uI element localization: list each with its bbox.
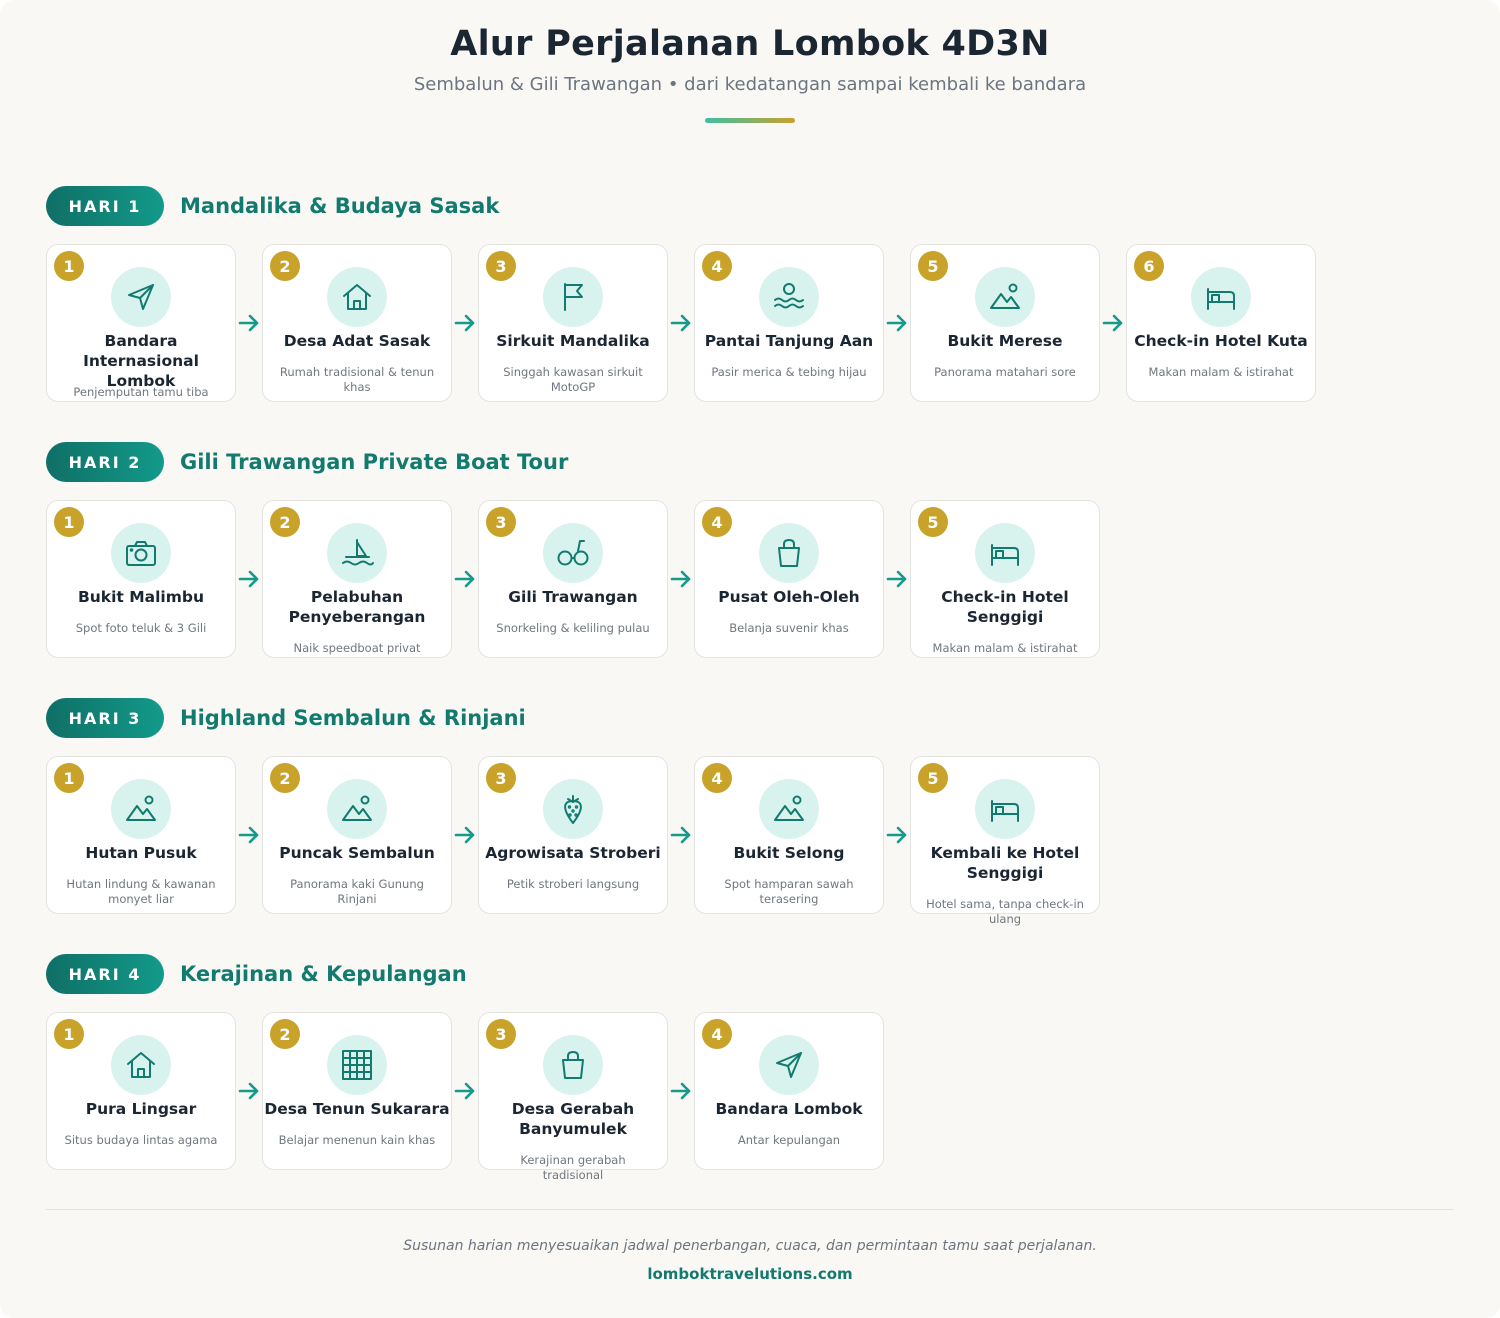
arrow-right-icon xyxy=(453,825,477,845)
stop-name: Kembali ke Hotel Senggigi xyxy=(930,844,1080,882)
stop-description: Hotel sama, tanpa check-in ulang xyxy=(926,897,1084,926)
stop-description: Spot hamparan sawah terasering xyxy=(724,877,854,906)
stop-card xyxy=(910,500,1100,658)
arrow-right-icon xyxy=(669,569,693,589)
stop-card xyxy=(694,1012,884,1170)
arrow-right-icon xyxy=(237,569,261,589)
step-number-badge: 4 xyxy=(702,1019,732,1049)
stop-card xyxy=(478,1012,668,1182)
stop-name: Puncak Sembalun xyxy=(279,844,435,862)
arrow-right-icon xyxy=(237,1081,261,1101)
stop-name: Desa Gerabah Banyumulek xyxy=(511,1100,635,1138)
step-number-badge: 5 xyxy=(918,507,948,537)
step-number-badge: 6 xyxy=(1134,251,1164,281)
stop-name: Pelabuhan Penyeberangan xyxy=(288,588,426,626)
arrow-right-icon xyxy=(453,1081,477,1101)
stop-description: Panorama matahari sore xyxy=(934,365,1076,379)
bag-icon xyxy=(543,1035,603,1095)
step-number-badge: 3 xyxy=(486,251,516,281)
stop-description: Naik speedboat privat xyxy=(293,641,421,655)
step-number-badge: 1 xyxy=(54,1019,84,1049)
stop-card xyxy=(478,756,668,914)
day-label-badge: HARI 3 xyxy=(46,698,164,738)
stop-card xyxy=(262,500,452,658)
page-title: Alur Perjalanan Lombok 4D3N xyxy=(450,24,1050,64)
step-number-badge: 3 xyxy=(486,1019,516,1049)
step-number-badge: 2 xyxy=(270,763,300,793)
stop-card xyxy=(46,1012,236,1170)
step-number-badge: 4 xyxy=(702,763,732,793)
stop-card xyxy=(694,500,884,658)
house-icon xyxy=(327,267,387,327)
day-label-badge: HARI 2 xyxy=(46,442,164,482)
step-number-badge: 3 xyxy=(486,763,516,793)
day-title: Mandalika & Budaya Sasak xyxy=(180,194,500,218)
step-number-badge: 1 xyxy=(54,251,84,281)
stop-description: Belanja suvenir khas xyxy=(729,621,849,635)
plane-icon xyxy=(759,1035,819,1095)
stop-name: Desa Adat Sasak xyxy=(283,332,431,350)
stop-name: Gili Trawangan xyxy=(508,588,638,606)
day-title: Gili Trawangan Private Boat Tour xyxy=(180,450,569,474)
stop-name: Check-in Hotel Senggigi xyxy=(941,588,1069,626)
stop-name: Agrowisata Stroberi xyxy=(485,844,661,862)
stop-name: Hutan Pusuk xyxy=(85,844,197,862)
stop-card xyxy=(1126,244,1316,402)
stop-description: Kerajinan gerabah tradisional xyxy=(520,1153,626,1182)
stop-description: Petik stroberi langsung xyxy=(506,877,640,891)
title-accent-bar xyxy=(705,118,795,123)
arrow-right-icon xyxy=(237,313,261,333)
stop-name: Desa Tenun Sukarara xyxy=(264,1100,450,1118)
stop-card xyxy=(694,244,884,402)
stop-card xyxy=(262,1012,452,1170)
stop-description: Belajar menenun kain khas xyxy=(278,1133,436,1147)
stop-card xyxy=(910,244,1100,402)
bed-icon xyxy=(1191,267,1251,327)
day-title: Kerajinan & Kepulangan xyxy=(180,962,467,986)
plane-icon xyxy=(111,267,171,327)
bag-icon xyxy=(759,523,819,583)
stop-description: Hutan lindung & kawanan monyet liar xyxy=(66,877,216,906)
boat-icon xyxy=(327,523,387,583)
step-number-badge: 1 xyxy=(54,507,84,537)
stop-description: Rumah tradisional & tenun khas xyxy=(279,365,435,394)
stop-name: Bukit Malimbu xyxy=(77,588,205,606)
arrow-right-icon xyxy=(453,313,477,333)
step-number-badge: 2 xyxy=(270,507,300,537)
stop-card xyxy=(46,756,236,914)
stop-name: Check-in Hotel Kuta xyxy=(1134,332,1308,350)
arrow-right-icon xyxy=(885,569,909,589)
arrow-right-icon xyxy=(453,569,477,589)
step-number-badge: 3 xyxy=(486,507,516,537)
day-label-badge: HARI 1 xyxy=(46,186,164,226)
stop-name: Pusat Oleh-Oleh xyxy=(718,588,860,606)
stop-description: Spot foto teluk & 3 Gili xyxy=(75,621,207,635)
stop-card xyxy=(46,500,236,658)
footer-note: Susunan harian menyesuaikan jadwal penerbangan, cuaca, dan permintaan tamu saat perjalanan. xyxy=(403,1238,1097,1254)
bed-icon xyxy=(975,523,1035,583)
arrow-right-icon xyxy=(885,825,909,845)
stop-name: Bukit Merese xyxy=(947,332,1063,350)
arrow-right-icon xyxy=(669,313,693,333)
flag-icon xyxy=(543,267,603,327)
stop-description: Panorama kaki Gunung Rinjani xyxy=(290,877,424,906)
arrow-right-icon xyxy=(669,1081,693,1101)
stop-card xyxy=(262,756,452,914)
stop-description: Snorkeling & keliling pulau xyxy=(496,621,650,635)
stop-description: Singgah kawasan sirkuit MotoGP xyxy=(503,365,643,394)
stop-card xyxy=(262,244,452,402)
step-number-badge: 5 xyxy=(918,763,948,793)
footer-website[interactable]: lomboktravelutions.com xyxy=(647,1265,853,1283)
stop-card xyxy=(910,756,1100,926)
step-number-badge: 1 xyxy=(54,763,84,793)
stop-description: Penjemputan tamu tiba xyxy=(73,385,209,399)
stop-card xyxy=(478,500,668,658)
arrow-right-icon xyxy=(237,825,261,845)
stop-name: Pantai Tanjung Aan xyxy=(704,332,874,350)
mountain-icon xyxy=(975,267,1035,327)
weave-icon xyxy=(327,1035,387,1095)
day-title: Highland Sembalun & Rinjani xyxy=(180,706,526,730)
stop-description: Makan malam & istirahat xyxy=(932,641,1078,655)
stop-description: Antar kepulangan xyxy=(737,1133,841,1147)
stop-name: Bandara Internasional Lombok xyxy=(83,332,199,390)
page-subtitle: Sembalun & Gili Trawangan • dari kedatangan sampai kembali ke bandara xyxy=(413,74,1087,95)
day-label-badge: HARI 4 xyxy=(46,954,164,994)
step-number-badge: 5 xyxy=(918,251,948,281)
arrow-right-icon xyxy=(885,313,909,333)
stop-card xyxy=(46,244,236,402)
strawberry-icon xyxy=(543,779,603,839)
stop-card xyxy=(478,244,668,402)
stop-name: Bandara Lombok xyxy=(715,1100,863,1118)
stop-description: Makan malam & istirahat xyxy=(1148,365,1294,379)
arrow-right-icon xyxy=(669,825,693,845)
mountain-icon xyxy=(759,779,819,839)
stop-description: Situs budaya lintas agama xyxy=(64,1133,218,1147)
bed-icon xyxy=(975,779,1035,839)
mountain-icon xyxy=(327,779,387,839)
step-number-badge: 2 xyxy=(270,1019,300,1049)
camera-icon xyxy=(111,523,171,583)
step-number-badge: 4 xyxy=(702,251,732,281)
stop-name: Sirkuit Mandalika xyxy=(496,332,650,350)
footer-divider xyxy=(46,1209,1454,1210)
mountain-icon xyxy=(111,779,171,839)
stop-name: Bukit Selong xyxy=(733,844,845,862)
stop-name: Pura Lingsar xyxy=(85,1100,197,1118)
stop-description: Pasir merica & tebing hijau xyxy=(711,365,867,379)
house-icon xyxy=(111,1035,171,1095)
arrow-right-icon xyxy=(1101,313,1125,333)
stop-card xyxy=(694,756,884,914)
step-number-badge: 2 xyxy=(270,251,300,281)
beach-icon xyxy=(759,267,819,327)
step-number-badge: 4 xyxy=(702,507,732,537)
bicycle-icon xyxy=(543,523,603,583)
